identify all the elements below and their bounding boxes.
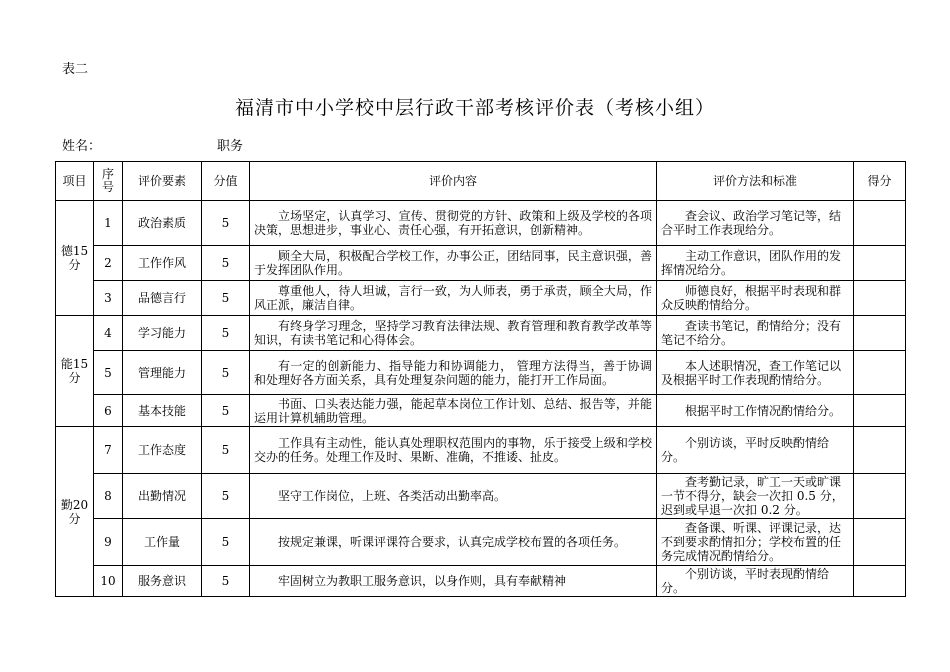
row-number: 9 — [94, 519, 123, 566]
table-row — [56, 246, 906, 281]
row-number: 2 — [94, 246, 123, 281]
group-qin: 勤20分 — [56, 427, 94, 597]
row-obtained-score[interactable] — [854, 246, 906, 281]
table-header-row — [56, 162, 906, 201]
row-obtained-score[interactable] — [854, 281, 906, 316]
table-row — [56, 566, 906, 597]
row-score: 5 — [202, 427, 250, 474]
table-row — [56, 395, 906, 427]
row-content: 按规定兼课，听课评课符合要求，认真完成学校布置的各项任务。 — [250, 519, 657, 566]
group-de: 德15分 — [56, 201, 94, 316]
header-category: 项目 — [56, 162, 94, 201]
page-title: 福清市中小学校中层行政干部考核评价表（考核小组） — [234, 97, 715, 119]
row-obtained-score[interactable] — [854, 519, 906, 566]
row-content: 工作具有主动性，能认真处理职权范围内的事物，乐于接受上级和学校交办的任务。处理工作及时、果断、准确，不推诿、扯皮。 — [250, 427, 657, 474]
row-score: 5 — [202, 246, 250, 281]
table-row — [56, 316, 906, 351]
table-row — [56, 427, 906, 474]
row-method: 查读书笔记，酌情给分；没有笔记不给分。 — [657, 316, 854, 351]
row-number: 1 — [94, 201, 123, 246]
row-obtained-score[interactable] — [854, 395, 906, 427]
row-content: 牢固树立为教职工服务意识，以身作则，具有奉献精神 — [250, 566, 657, 597]
row-score: 5 — [202, 201, 250, 246]
row-content: 顾全大局，积极配合学校工作，办事公正，团结同事，民主意识强，善于发挥团队作用。 — [250, 246, 657, 281]
row-element: 政治素质 — [123, 201, 202, 246]
position-label: 职务 — [217, 139, 244, 154]
row-element: 基本技能 — [123, 395, 202, 427]
name-label: 姓名： — [62, 139, 102, 154]
row-score: 5 — [202, 566, 250, 597]
header-element: 评价要素 — [123, 162, 202, 201]
table-row — [56, 281, 906, 316]
row-number: 5 — [94, 351, 123, 395]
table-number-label: 表二 — [62, 62, 89, 77]
row-score: 5 — [202, 281, 250, 316]
row-method: 个别访谈，平时表现酌情给分。 — [657, 566, 854, 597]
table-row — [56, 351, 906, 395]
row-obtained-score[interactable] — [854, 566, 906, 597]
row-number: 3 — [94, 281, 123, 316]
row-element: 服务意识 — [123, 566, 202, 597]
evaluation-table — [55, 161, 906, 597]
header-score: 分值 — [202, 162, 250, 201]
row-element: 工作态度 — [123, 427, 202, 474]
table-row — [56, 474, 906, 519]
row-number: 7 — [94, 427, 123, 474]
header-content: 评价内容 — [250, 162, 657, 201]
row-method: 查考勤记录，旷工一天或旷课一节不得分，缺会一次扣 0.5 分，迟到或早退一次扣 0.2 分。 — [657, 474, 854, 519]
row-obtained-score[interactable] — [854, 351, 906, 395]
row-method: 本人述职情况，查工作笔记以及根据平时工作表现酌情给分。 — [657, 351, 854, 395]
table-row — [56, 519, 906, 566]
row-score: 5 — [202, 474, 250, 519]
row-obtained-score[interactable] — [854, 201, 906, 246]
row-number: 8 — [94, 474, 123, 519]
row-method: 师德良好，根据平时表现和群众反映酌情给分。 — [657, 281, 854, 316]
row-content: 坚守工作岗位，上班、各类活动出勤率高。 — [250, 474, 657, 519]
table-row — [56, 201, 906, 246]
header-method: 评价方法和标准 — [657, 162, 854, 201]
row-method: 个别访谈，平时反映酌情给分。 — [657, 427, 854, 474]
row-obtained-score[interactable] — [854, 474, 906, 519]
row-number: 10 — [94, 566, 123, 597]
row-method: 查备课、听课、评课记录，达不到要求酌情扣分；学校布置的任务完成情况酌情给分。 — [657, 519, 854, 566]
row-element: 工作量 — [123, 519, 202, 566]
row-score: 5 — [202, 316, 250, 351]
row-obtained-score[interactable] — [854, 316, 906, 351]
row-method: 主动工作意识，团队作用的发挥情况给分。 — [657, 246, 854, 281]
row-content: 尊重他人，待人坦诚，言行一致，为人师表，勇于承责，顾全大局，作风正派，廉洁自律。 — [250, 281, 657, 316]
row-method: 根据平时工作情况酌情给分。 — [657, 395, 854, 427]
header-seq: 序号 — [94, 162, 123, 201]
row-score: 5 — [202, 519, 250, 566]
row-method: 查会议、政治学习笔记等，结合平时工作表现给分。 — [657, 201, 854, 246]
row-score: 5 — [202, 351, 250, 395]
header-obtained: 得分 — [854, 162, 906, 201]
row-score: 5 — [202, 395, 250, 427]
row-element: 学习能力 — [123, 316, 202, 351]
row-content: 书面、口头表达能力强，能起草本岗位工作计划、总结、报告等，并能运用计算机辅助管理。 — [250, 395, 657, 427]
row-element: 工作作风 — [123, 246, 202, 281]
row-number: 4 — [94, 316, 123, 351]
row-number: 6 — [94, 395, 123, 427]
row-content: 有一定的创新能力、指导能力和协调能力， 管理方法得当，善于协调和处理好各方面关系，具有处理复杂问题的能力，能打开工作局面。 — [250, 351, 657, 395]
row-content: 立场坚定，认真学习、宣传、贯彻党的方针、政策和上级及学校的各项决策，思想进步，事业心、责任心强，有开拓意识，创新精神。 — [250, 201, 657, 246]
row-element: 管理能力 — [123, 351, 202, 395]
group-neng: 能15分 — [56, 316, 94, 427]
row-element: 出勤情况 — [123, 474, 202, 519]
row-content: 有终身学习理念，坚持学习教育法律法规、教育管理和教育教学改革等知识，有读书笔记和心得体会。 — [250, 316, 657, 351]
row-element: 品德言行 — [123, 281, 202, 316]
row-obtained-score[interactable] — [854, 427, 906, 474]
